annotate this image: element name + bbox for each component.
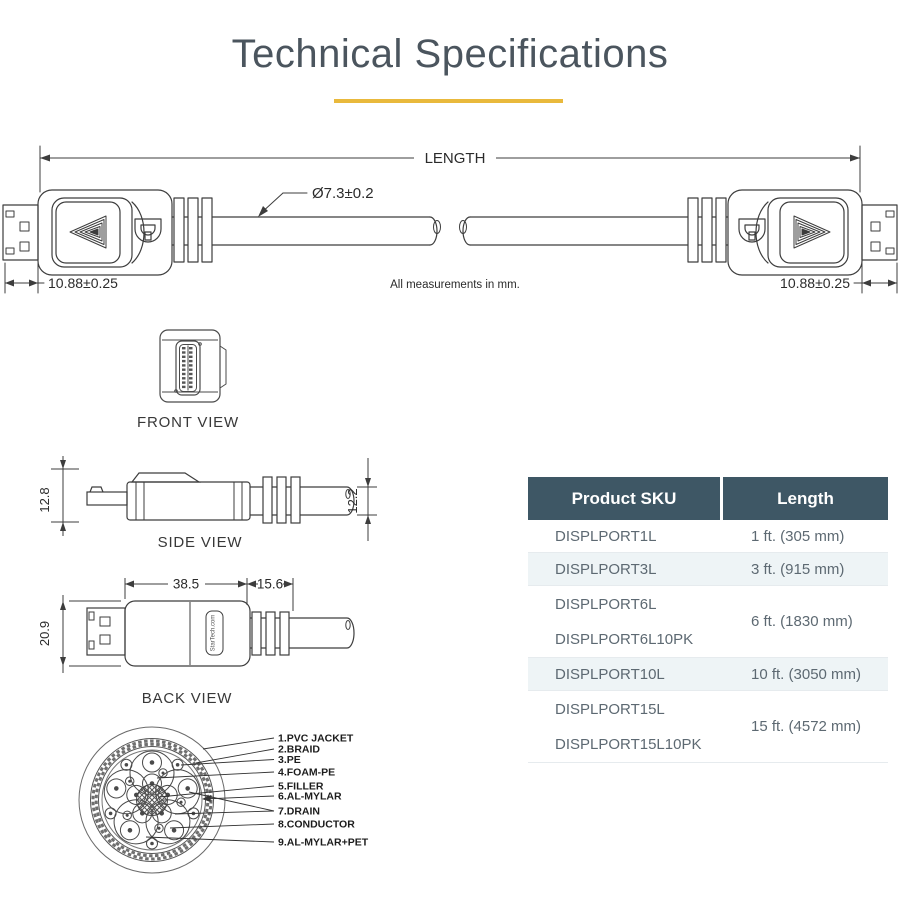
front-view-latch-tab: [220, 346, 226, 388]
page-title: Technical Specifications: [231, 32, 669, 76]
cross-section-label-4: 4.FOAM-PE: [278, 766, 336, 779]
back-view-label: BACK VIEW: [141, 690, 233, 707]
length-cell: 3 ft. (915 mm): [751, 560, 845, 578]
plug-width-dimension-left: [5, 263, 44, 293]
table-row: [528, 586, 888, 658]
sku-line: DISPLPORT15L10PK: [555, 735, 702, 753]
table-header-row: [528, 477, 888, 520]
displayport-d-icon: [135, 219, 161, 242]
sku-line: DISPLPORT6L10PK: [555, 630, 694, 648]
front-view-diagram: [126, 324, 254, 436]
side-view-latch: [132, 473, 199, 482]
plug-width-label-right: 10.88±0.25: [780, 275, 850, 291]
sku-cell: [528, 692, 720, 762]
length-cell: 6 ft. (1830 mm): [751, 613, 853, 630]
table-row: [528, 520, 888, 553]
filler-core: [137, 785, 168, 816]
sku-cell: DISPLPORT3L: [555, 560, 657, 578]
length-dimension-label: LENGTH: [424, 150, 486, 167]
cross-section-label-9: 9.AL-MYLAR+PET: [278, 836, 369, 849]
side-height-left-label: 12.8: [37, 487, 52, 513]
front-view-pins: [182, 347, 193, 388]
length-arrow-right: [850, 155, 860, 162]
pe-wire: [105, 808, 116, 819]
sku-cell: DISPLPORT10L: [555, 665, 665, 683]
connector-body: [38, 190, 172, 275]
sku-cell: [528, 587, 720, 657]
pe-wire: [147, 838, 158, 849]
column-header-length: Length: [723, 477, 888, 520]
plug-width-label-left: 10.88±0.25: [48, 275, 118, 291]
cross-section-label-1: 1.PVC JACKET: [278, 732, 354, 745]
back-view-diagram: [35, 565, 375, 710]
connector-plug: [3, 205, 38, 260]
cable-diameter-label: Ø7.3±0.2: [312, 185, 374, 202]
back-height-label: 20.9: [37, 620, 52, 647]
units-note: All measurements in mm.: [390, 279, 520, 291]
cable-length-diagram: [0, 130, 900, 305]
length-cell: 15 ft. (4572 mm): [751, 718, 862, 735]
title-accent-rule: [334, 99, 563, 103]
back-body-length-label: 38.5: [172, 576, 200, 592]
length-cell: 10 ft. (3050 mm): [751, 665, 862, 683]
sku-line: DISPLPORT15L: [555, 700, 665, 718]
cross-section-label-3: 3.PE: [278, 754, 301, 766]
cross-section-label-2: 2.BRAID: [278, 743, 321, 756]
cross-section-label-5: 5.FILLER: [278, 780, 324, 793]
sku-line: DISPLPORT6L: [555, 595, 657, 613]
cross-section-label-7: 7.DRAIN: [278, 805, 321, 818]
length-arrow-left: [40, 155, 50, 162]
strain-relief: [172, 198, 430, 262]
table-row: [528, 691, 888, 763]
front-view-label: FRONT VIEW: [137, 414, 239, 431]
side-view-label: SIDE VIEW: [157, 534, 243, 551]
length-cell: 1 ft. (305 mm): [751, 527, 845, 545]
brand-label: StarTech.com: [210, 614, 217, 652]
cross-section-label-6: 6.AL-MYLAR: [278, 790, 342, 803]
cable-cross-section-diagram: [62, 710, 382, 890]
column-header-product-sku: Product SKU: [528, 477, 720, 520]
sku-cell: DISPLPORT1L: [555, 527, 657, 545]
displayport-triangle-icon: [70, 216, 106, 248]
table-row: [528, 553, 888, 586]
back-relief-length-label: 15.6: [256, 576, 284, 592]
cable-diameter-callout: [258, 185, 374, 217]
cross-section-label-8: 8.CONDUCTOR: [278, 818, 355, 831]
pe-wire: [121, 759, 132, 770]
displayport-connector-right: [460, 190, 898, 275]
sku-length-table: [528, 477, 888, 763]
displayport-connector-left: [3, 190, 441, 275]
table-row: [528, 658, 888, 691]
side-view-diagram: [35, 446, 375, 552]
side-height-right-label: 12.2: [345, 488, 360, 514]
